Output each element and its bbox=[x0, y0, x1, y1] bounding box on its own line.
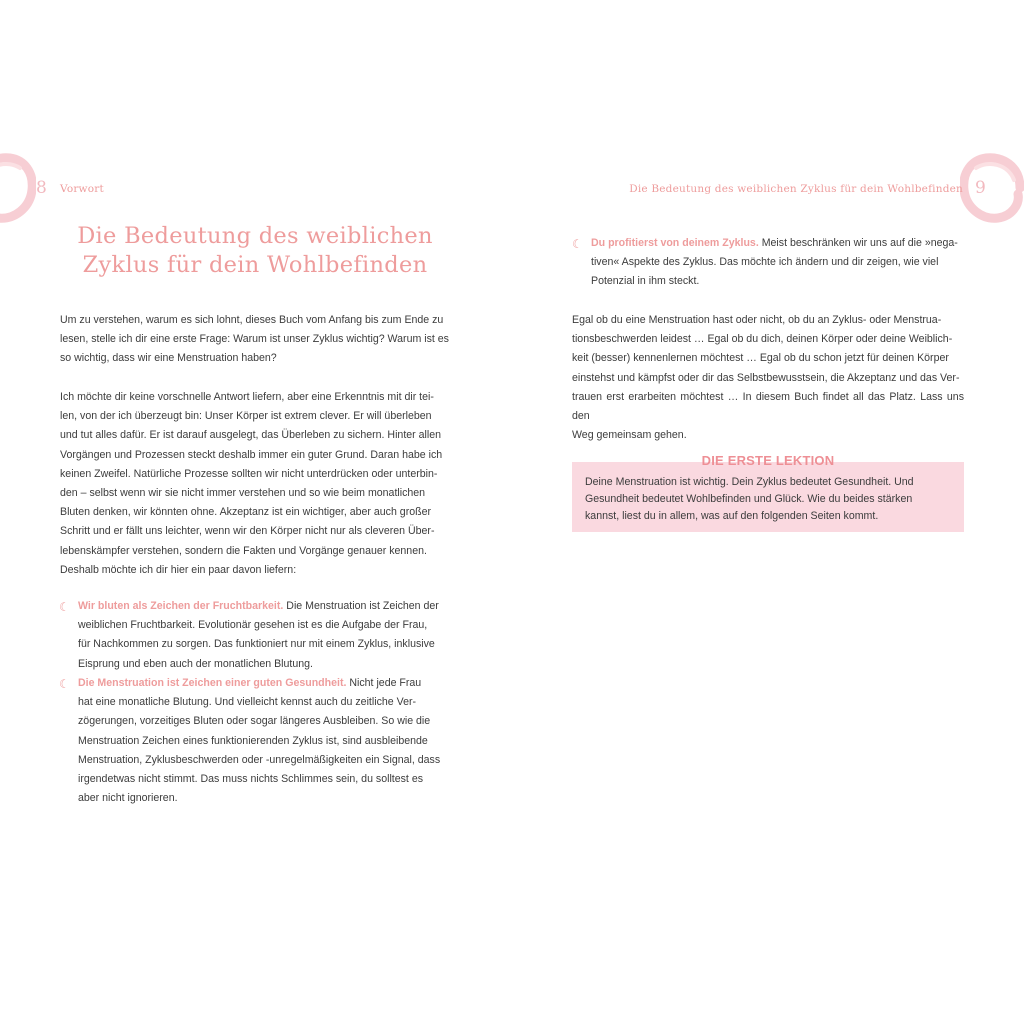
paragraph-intro: Um zu verstehen, warum es sich lohnt, dieses Buch vom Anfang bis zum Ende zu lesen, stelle ich dir eine erste Frage: Warum ist unser Zyklus wichtig? Warum ist es so wichtig, dass wir eine Menstruation haben? bbox=[60, 314, 449, 365]
bullet-lead: Du profitierst von deinem Zyklus. bbox=[591, 237, 759, 249]
title-line-1: Die Bedeutung des weiblichen bbox=[77, 223, 433, 249]
list-item: ☾ Wir bluten als Zeichen der Fruchtbarkeit. Die Menstruation ist Zeichen der weiblichen Fruchtbarkeit. Evolutionär gesehen ist es die Aufgabe der Frau, für Nachkommen zu sorgen. Das funktioniert nur mit einem Zyklus, inklusive Eisprung und eben auch der monatlichen Blutung. bbox=[59, 600, 439, 670]
lesson-text: Deine Menstruation ist wichtig. Dein Zyklus bedeutet Gesundheit. Und Gesundheit bedeutet Wohlbefinden und Glück. Wie du beides stärken kannst, liest du in allem, was auf den folgenden Seiten kommt. bbox=[585, 476, 914, 522]
bullet-lead: Die Menstruation ist Zeichen einer guten Gesundheit. bbox=[78, 677, 347, 689]
bullet-lead: Wir bluten als Zeichen der Fruchtbarkeit. bbox=[78, 600, 284, 612]
list-item: ☾ Du profitierst von deinem Zyklus. Meist beschränken wir uns auf die »nega- tiven« Aspekte des Zyklus. Das möchte ich ändern und dir zeigen, wie viel Potenzial in ihm steckt. bbox=[572, 237, 958, 288]
title-line-2: Zyklus für dein Wohlbefinden bbox=[82, 252, 428, 278]
crescent-moon-icon: ☾ bbox=[59, 600, 70, 614]
crescent-moon-icon: ☾ bbox=[572, 237, 583, 251]
page-title bbox=[60, 222, 450, 280]
list-item: ☾ Die Menstruation ist Zeichen einer guten Gesundheit. Nicht jede Frau hat eine monatliche Blutung. Und vielleicht kennst auch du zeitliche Ver- zögerungen, vorzeitiges Bluten oder sogar längeres Ausbleiben. So wie die Menstruation Zeichen eines funktionierenden Zyklus ist, sind ausbleibende Menstruation, Zyklusbeschwerden oder -unregelmäßigkeiten ein Signal, dass irgendetwas nicht stimmt. Das muss nichts Schlimmes sein, du solltest es aber nicht ignorieren. bbox=[59, 677, 441, 805]
page-number-left: 8 bbox=[36, 178, 47, 198]
running-head-right: Die Bedeutung des weiblichen Zyklus für dein Wohlbefinden bbox=[629, 183, 963, 195]
paragraph-right: Egal ob du eine Menstruation hast oder nicht, ob du an Zyklus- oder Menstrua- tionsbeschwerden leidest … Egal ob du dich, deinen Körper oder deine Weiblich- keit (besser) kennenlernen möchtest … Egal ob du schon jetzt für deinen Körper einstehst und kämpfst oder dir das Selbstbewusstsein, die Akzeptanz und das Ver- trauen erst erarbeiten möchtest … In diesem Buch findet all das Platz. Lass uns den Weg gemeinsam gehen. bbox=[572, 314, 964, 442]
running-head-left: Vorwort bbox=[60, 183, 104, 195]
paragraph-body: Ich möchte dir keine vorschnelle Antwort liefern, aber eine Erkenntnis mit dir tei- len, von der ich überzeugt bin: Unser Körper ist extrem clever. Er will überleben und tut alles dafür. Er ist darauf ausgelegt, das Überleben zu sichern. Hinter allen Vorgängen und Prozessen steckt deshalb immer ein guter Grund. Daran habe ich keinen Zweifel. Natürliche Prozesse sollten wir nicht unterdrücken oder unterbin- den – selbst wenn wir sie nicht immer verstehen und so wie beim monatlichen Bluten denken, wir könnten ohne. Akzeptanz ist ein wichtiger, aber auch großer Schritt und er fällt uns leichter, wenn wir den Körper nicht nur als cleveren Über- lebenskämpfer verstehen, sondern die Fakten und Vorgänge genauer kennen. Deshalb möchte ich dir hier ein paar davon liefern: bbox=[60, 391, 443, 576]
crescent-moon-icon: ☾ bbox=[59, 677, 70, 691]
page-number-right: 9 bbox=[975, 178, 986, 198]
lesson-title: DIE ERSTE LEKTION bbox=[701, 453, 835, 468]
brush-circle-icon bbox=[0, 150, 36, 226]
brush-circle-icon bbox=[960, 150, 1024, 226]
